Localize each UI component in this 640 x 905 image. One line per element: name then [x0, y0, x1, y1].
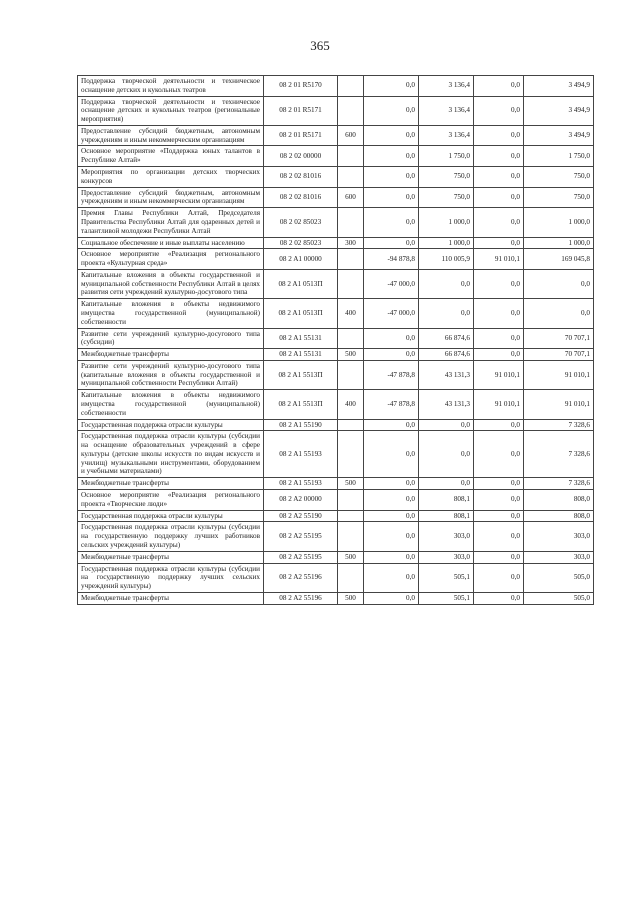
- amount-cell: 0,0: [474, 299, 524, 328]
- target-article-code-cell: 08 2 A2 55195: [264, 522, 338, 551]
- row-name-cell: Развитие сети учреждений культурно-досугового типа (капитальные вложения в объекты государственной и муниципальной собственности Республики Алтай): [78, 360, 264, 389]
- amount-cell: 0,0: [364, 551, 419, 563]
- expense-type-cell: [338, 167, 364, 188]
- expense-type-cell: 400: [338, 299, 364, 328]
- table-row: [78, 269, 594, 298]
- table-row: [78, 96, 594, 125]
- row-name-cell: Социальное обеспечение и иные выплаты населению: [78, 237, 264, 249]
- amount-cell: 750,0: [524, 167, 594, 188]
- expense-type-cell: [338, 490, 364, 511]
- target-article-code-cell: 08 2 A2 55190: [264, 510, 338, 522]
- target-article-code-cell: 08 2 02 81016: [264, 167, 338, 188]
- amount-cell: 808,1: [419, 510, 474, 522]
- expense-type-cell: [338, 510, 364, 522]
- expense-type-cell: [338, 431, 364, 478]
- row-name-cell: Капитальные вложения в объекты недвижимого имущества государственной (муниципальной) собственности: [78, 390, 264, 419]
- amount-cell: 303,0: [524, 522, 594, 551]
- expense-type-cell: 400: [338, 390, 364, 419]
- amount-cell: -47 878,8: [364, 390, 419, 419]
- target-article-code-cell: 08 2 A1 00000: [264, 249, 338, 270]
- target-article-code-cell: 08 2 A1 0513П: [264, 269, 338, 298]
- amount-cell: 3 136,4: [419, 96, 474, 125]
- amount-cell: 1 000,0: [524, 208, 594, 237]
- amount-cell: 1 000,0: [419, 208, 474, 237]
- amount-cell: 0,0: [419, 299, 474, 328]
- amount-cell: 66 874,6: [419, 349, 474, 361]
- amount-cell: 0,0: [474, 522, 524, 551]
- amount-cell: 0,0: [474, 187, 524, 208]
- amount-cell: 0,0: [364, 510, 419, 522]
- table-row: [78, 167, 594, 188]
- expense-type-cell: 600: [338, 187, 364, 208]
- target-article-code-cell: 08 2 A2 55196: [264, 592, 338, 604]
- row-name-cell: Основное мероприятие «Реализация регионального проекта «Творческие люди»: [78, 490, 264, 511]
- target-article-code-cell: 08 2 A1 0513П: [264, 299, 338, 328]
- amount-cell: 0,0: [474, 237, 524, 249]
- amount-cell: 7 328,6: [524, 419, 594, 431]
- table-row: [78, 551, 594, 563]
- amount-cell: 0,0: [474, 328, 524, 349]
- row-name-cell: Развитие сети учреждений культурно-досугового типа (субсидии): [78, 328, 264, 349]
- amount-cell: 505,1: [419, 592, 474, 604]
- row-name-cell: Капитальные вложения в объекты недвижимого имущества государственной (муниципальной) собственности: [78, 299, 264, 328]
- table-row: [78, 490, 594, 511]
- target-article-code-cell: 08 2 A1 55190: [264, 419, 338, 431]
- row-name-cell: Предоставление субсидий бюджетным, автономным учреждениям и иным некоммерческим организациям: [78, 125, 264, 146]
- amount-cell: 808,1: [419, 490, 474, 511]
- expense-type-cell: 500: [338, 551, 364, 563]
- amount-cell: 169 045,8: [524, 249, 594, 270]
- amount-cell: 0,0: [419, 419, 474, 431]
- amount-cell: 0,0: [364, 208, 419, 237]
- target-article-code-cell: 08 2 02 85023: [264, 237, 338, 249]
- amount-cell: 750,0: [524, 187, 594, 208]
- amount-cell: 1 750,0: [419, 146, 474, 167]
- amount-cell: 91 010,1: [474, 249, 524, 270]
- amount-cell: 0,0: [474, 419, 524, 431]
- table-row: [78, 478, 594, 490]
- amount-cell: 110 005,9: [419, 249, 474, 270]
- target-article-code-cell: 08 2 A1 55193: [264, 478, 338, 490]
- table-row: [78, 510, 594, 522]
- row-name-cell: Государственная поддержка отрасли культуры (субсидии на оснащение образовательных учреждений в сфере культуры (детские школы искусств по видам искусств и училищ) музыкальными инструментами, оборудованием и учебными материалами): [78, 431, 264, 478]
- table-row: [78, 237, 594, 249]
- amount-cell: 3 494,9: [524, 96, 594, 125]
- amount-cell: 0,0: [524, 269, 594, 298]
- row-name-cell: Межбюджетные трансферты: [78, 349, 264, 361]
- amount-cell: 7 328,6: [524, 431, 594, 478]
- row-name-cell: Межбюджетные трансферты: [78, 551, 264, 563]
- amount-cell: 0,0: [364, 431, 419, 478]
- table-row: [78, 208, 594, 237]
- target-article-code-cell: 08 2 01 R5171: [264, 96, 338, 125]
- target-article-code-cell: 08 2 A1 5513П: [264, 360, 338, 389]
- amount-cell: 0,0: [364, 76, 419, 97]
- amount-cell: 0,0: [364, 563, 419, 592]
- amount-cell: 505,1: [419, 563, 474, 592]
- amount-cell: 91 010,1: [474, 390, 524, 419]
- table-row: [78, 522, 594, 551]
- amount-cell: 70 707,1: [524, 328, 594, 349]
- amount-cell: 0,0: [474, 510, 524, 522]
- amount-cell: 0,0: [474, 76, 524, 97]
- row-name-cell: Капитальные вложения в объекты государственной и муниципальной собственности Республики Алтай в целях развития сети учреждений культурно-досугового типа: [78, 269, 264, 298]
- expense-type-cell: [338, 360, 364, 389]
- table-row: [78, 76, 594, 97]
- row-name-cell: Государственная поддержка отрасли культуры: [78, 510, 264, 522]
- target-article-code-cell: 08 2 A1 5513П: [264, 390, 338, 419]
- target-article-code-cell: 08 2 A2 55196: [264, 563, 338, 592]
- target-article-code-cell: 08 2 A2 00000: [264, 490, 338, 511]
- amount-cell: 0,0: [364, 419, 419, 431]
- amount-cell: 750,0: [419, 167, 474, 188]
- amount-cell: 303,0: [524, 551, 594, 563]
- expense-type-cell: [338, 522, 364, 551]
- amount-cell: 0,0: [474, 349, 524, 361]
- amount-cell: 0,0: [474, 208, 524, 237]
- expense-type-cell: [338, 249, 364, 270]
- table-row: [78, 187, 594, 208]
- table-row: [78, 390, 594, 419]
- expense-type-cell: [338, 76, 364, 97]
- target-article-code-cell: 08 2 A1 55131: [264, 328, 338, 349]
- amount-cell: 0,0: [474, 96, 524, 125]
- target-article-code-cell: 08 2 A1 55131: [264, 349, 338, 361]
- target-article-code-cell: 08 2 A1 55193: [264, 431, 338, 478]
- table-row: [78, 360, 594, 389]
- amount-cell: 3 136,4: [419, 76, 474, 97]
- target-article-code-cell: 08 2 A2 55195: [264, 551, 338, 563]
- target-article-code-cell: 08 2 02 81016: [264, 187, 338, 208]
- table-row: [78, 125, 594, 146]
- row-name-cell: Мероприятия по организации детских творческих конкурсов: [78, 167, 264, 188]
- target-article-code-cell: 08 2 01 R5170: [264, 76, 338, 97]
- amount-cell: 0,0: [364, 349, 419, 361]
- amount-cell: 43 131,3: [419, 390, 474, 419]
- expense-type-cell: [338, 269, 364, 298]
- row-name-cell: Поддержка творческой деятельности и техническое оснащение детских и кукольных театров: [78, 76, 264, 97]
- expense-type-cell: 300: [338, 237, 364, 249]
- amount-cell: 0,0: [474, 146, 524, 167]
- amount-cell: 0,0: [364, 328, 419, 349]
- amount-cell: 91 010,1: [524, 390, 594, 419]
- amount-cell: -47 000,0: [364, 269, 419, 298]
- amount-cell: 0,0: [364, 125, 419, 146]
- row-name-cell: Поддержка творческой деятельности и техническое оснащение детских и кукольных театров (региональные мероприятия): [78, 96, 264, 125]
- expense-type-cell: 500: [338, 349, 364, 361]
- amount-cell: 303,0: [419, 522, 474, 551]
- page-number: 365: [310, 38, 330, 53]
- row-name-cell: Основное мероприятие «Реализация регионального проекта «Культурная среда»: [78, 249, 264, 270]
- amount-cell: 0,0: [364, 490, 419, 511]
- amount-cell: 7 328,6: [524, 478, 594, 490]
- amount-cell: 0,0: [474, 563, 524, 592]
- amount-cell: 0,0: [474, 269, 524, 298]
- row-name-cell: Предоставление субсидий бюджетным, автономным учреждениям и иным некоммерческим организациям: [78, 187, 264, 208]
- amount-cell: 91 010,1: [524, 360, 594, 389]
- row-name-cell: Основное мероприятие «Поддержка юных талантов в Республике Алтай»: [78, 146, 264, 167]
- row-name-cell: Государственная поддержка отрасли культуры (субсидии на государственную поддержку лучших работников сельских учреждений культуры): [78, 522, 264, 551]
- row-name-cell: Межбюджетные трансферты: [78, 478, 264, 490]
- amount-cell: 91 010,1: [474, 360, 524, 389]
- table-row: [78, 349, 594, 361]
- amount-cell: 0,0: [364, 592, 419, 604]
- amount-cell: 0,0: [364, 478, 419, 490]
- table-row: [78, 563, 594, 592]
- budget-table: [77, 75, 594, 605]
- expense-type-cell: [338, 419, 364, 431]
- amount-cell: 43 131,3: [419, 360, 474, 389]
- amount-cell: 3 494,9: [524, 76, 594, 97]
- amount-cell: 0,0: [474, 592, 524, 604]
- table-row: [78, 328, 594, 349]
- row-name-cell: Государственная поддержка отрасли культуры: [78, 419, 264, 431]
- table-row: [78, 249, 594, 270]
- amount-cell: 0,0: [419, 431, 474, 478]
- amount-cell: 0,0: [419, 478, 474, 490]
- amount-cell: 3 136,4: [419, 125, 474, 146]
- amount-cell: 66 874,6: [419, 328, 474, 349]
- amount-cell: 0,0: [474, 478, 524, 490]
- amount-cell: 1 750,0: [524, 146, 594, 167]
- expense-type-cell: [338, 146, 364, 167]
- table-row: [78, 592, 594, 604]
- target-article-code-cell: 08 2 01 R5171: [264, 125, 338, 146]
- amount-cell: 505,0: [524, 563, 594, 592]
- amount-cell: 0,0: [474, 490, 524, 511]
- amount-cell: 808,0: [524, 510, 594, 522]
- amount-cell: 70 707,1: [524, 349, 594, 361]
- amount-cell: 0,0: [419, 269, 474, 298]
- table-row: [78, 419, 594, 431]
- amount-cell: 1 000,0: [524, 237, 594, 249]
- amount-cell: 0,0: [364, 237, 419, 249]
- amount-cell: 303,0: [419, 551, 474, 563]
- expense-type-cell: [338, 563, 364, 592]
- amount-cell: -47 000,0: [364, 299, 419, 328]
- table-row: [78, 146, 594, 167]
- expense-type-cell: 500: [338, 478, 364, 490]
- amount-cell: 0,0: [474, 551, 524, 563]
- amount-cell: 0,0: [474, 167, 524, 188]
- amount-cell: 0,0: [474, 125, 524, 146]
- target-article-code-cell: 08 2 02 00000: [264, 146, 338, 167]
- amount-cell: 0,0: [364, 96, 419, 125]
- amount-cell: 808,0: [524, 490, 594, 511]
- amount-cell: 505,0: [524, 592, 594, 604]
- amount-cell: 750,0: [419, 187, 474, 208]
- row-name-cell: Межбюджетные трансферты: [78, 592, 264, 604]
- amount-cell: 0,0: [524, 299, 594, 328]
- expense-type-cell: [338, 208, 364, 237]
- row-name-cell: Государственная поддержка отрасли культуры (субсидии на государственную поддержку лучших сельских учреждений культуры): [78, 563, 264, 592]
- expense-type-cell: 600: [338, 125, 364, 146]
- expense-type-cell: 500: [338, 592, 364, 604]
- amount-cell: 0,0: [364, 167, 419, 188]
- table-body: [78, 76, 594, 605]
- amount-cell: -94 878,8: [364, 249, 419, 270]
- amount-cell: 0,0: [474, 431, 524, 478]
- table-row: [78, 299, 594, 328]
- amount-cell: 3 494,9: [524, 125, 594, 146]
- expense-type-cell: [338, 96, 364, 125]
- target-article-code-cell: 08 2 02 85023: [264, 208, 338, 237]
- amount-cell: 0,0: [364, 522, 419, 551]
- amount-cell: 0,0: [364, 187, 419, 208]
- row-name-cell: Премия Главы Республики Алтай, Председателя Правительства Республики Алтай для одаренных детей и талантливой молодежи Республики Алтай: [78, 208, 264, 237]
- table-row: [78, 431, 594, 478]
- amount-cell: 1 000,0: [419, 237, 474, 249]
- amount-cell: -47 878,8: [364, 360, 419, 389]
- amount-cell: 0,0: [364, 146, 419, 167]
- expense-type-cell: [338, 328, 364, 349]
